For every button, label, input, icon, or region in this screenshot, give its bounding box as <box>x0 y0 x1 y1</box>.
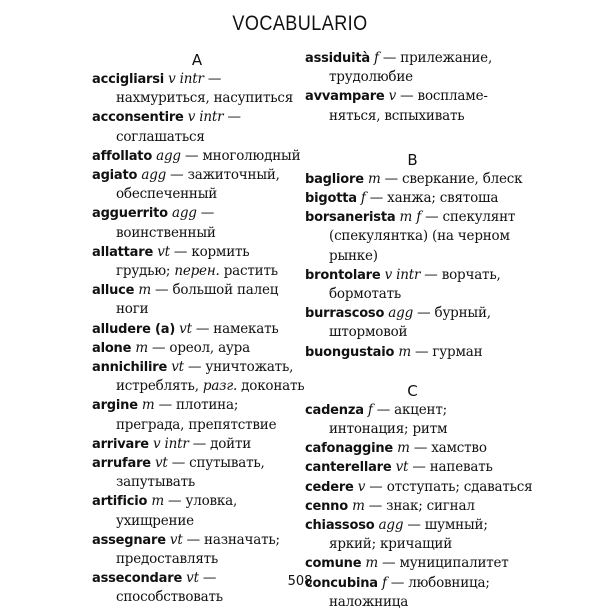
section-letter-c: C <box>407 381 418 400</box>
entry-agguerrito: agguerrito agg — воинственный <box>92 205 216 241</box>
entry-cafonaggine: cafonaggine m — хамство <box>305 440 487 457</box>
entry-cenno: cenno m — знак; сигнал <box>305 497 475 514</box>
entry-chiassoso: chiassoso agg — шумный; яркий; кричащий <box>305 517 488 553</box>
entry-affollato: affollato agg — многолюдный <box>92 147 301 164</box>
entry-concubina: concubina f — любовница; наложница <box>305 574 490 610</box>
section-letter-b: B <box>407 150 418 169</box>
entry-alludere: alludere (a) vt — намекать <box>92 320 279 337</box>
page-number: 508 <box>287 574 313 589</box>
entry-cadenza: cadenza f — акцент; интонация; ритм <box>305 401 448 438</box>
entry-assecondare: assecondare vt — способствовать <box>92 570 223 606</box>
entry-brontolare: brontolare v intr — ворчать, бормотать <box>305 266 501 303</box>
entry-annichilire: annichilire vt — уничтожать, истреблять, разг. доконать <box>92 359 305 395</box>
right-column <box>305 49 533 612</box>
entry-borsanerista: borsanerista m f — спекулянт (спекулянтка) (на черном рынке) <box>305 209 516 264</box>
entry-arrufare: arrufare vt — спутывать, запутывать <box>92 455 265 491</box>
entry-cedere: cedere v — отступать; сдаваться <box>305 478 533 495</box>
entry-alone: alone m — ореол, аура <box>92 339 250 356</box>
entry-arrivare: arrivare v intr — дойти <box>92 435 252 452</box>
entry-allattare: allattare vt — кормить грудью; перен. растить <box>92 243 278 280</box>
entry-agiato: agiato agg — зажиточный, обеспеченный <box>92 167 280 203</box>
entry-acconsentire: acconsentire v intr — соглашаться <box>92 109 241 145</box>
page-title: VOCABULARIO <box>232 12 368 35</box>
entry-accigliarsi: accigliarsi v intr — нахмуриться, насупиться <box>92 71 294 107</box>
entry-avvampare: avvampare v — воспламе- няться, вспыхивать <box>305 88 488 124</box>
entry-burrascoso: burrascoso agg — бурный, штормовой <box>305 305 491 341</box>
entry-argine: argine m — плотина; преграда, препятствие <box>92 397 277 433</box>
left-column <box>92 49 305 608</box>
entry-assiduita: assiduità f — прилежание, трудолюбие <box>305 50 493 86</box>
entry-alluce: alluce m — большой палец ноги <box>92 282 279 318</box>
entry-bigotta: bigotta f — ханжа; святоша <box>305 190 499 207</box>
entry-bagliore: bagliore m — сверкание, блеск <box>305 170 523 187</box>
entry-artificio: artificio m — уловка, ухищрение <box>92 493 238 529</box>
entry-comune: comune m — муниципалитет <box>305 555 509 572</box>
section-letter-a: A <box>191 51 203 69</box>
entry-canterellare: canterellare vt — напевать <box>305 459 493 476</box>
entry-buongustaio: buongustaio m — гурман <box>305 343 483 360</box>
entry-assegnare: assegnare vt — назначать; предоставлять <box>92 531 280 568</box>
